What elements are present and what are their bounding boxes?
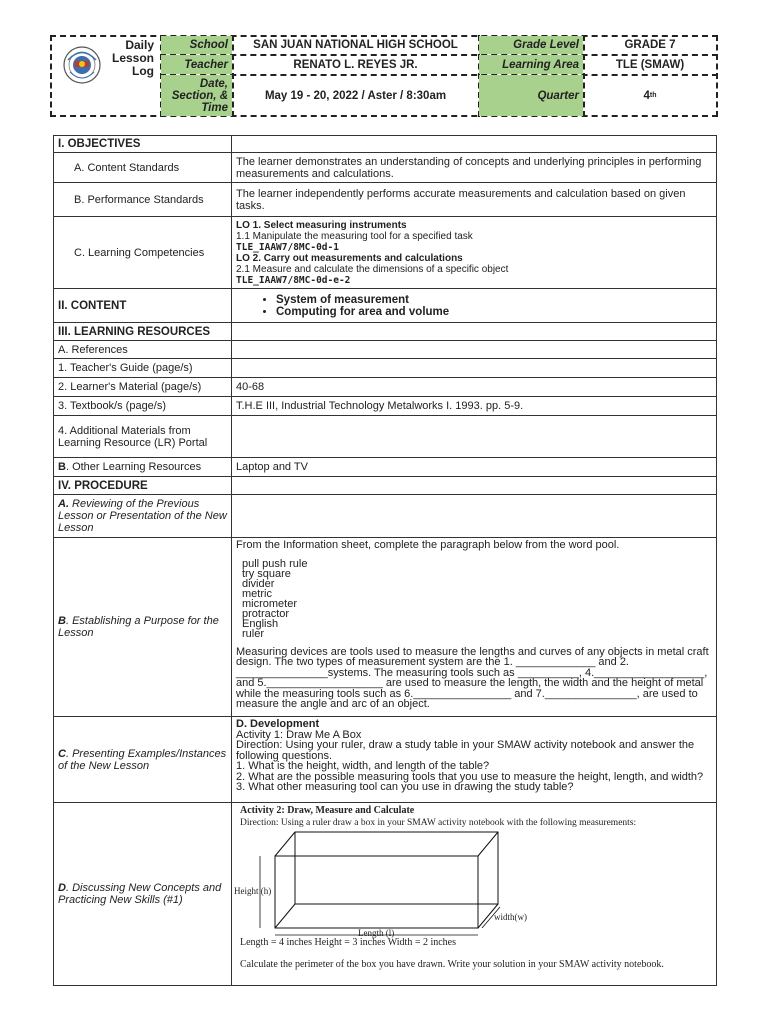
content-list xyxy=(236,294,712,318)
empty-cell xyxy=(232,136,717,153)
word-pool-item: ruler xyxy=(242,627,265,640)
quarter-number: 4 xyxy=(643,89,650,102)
procedure-d-text: . Discussing New Concepts and Practicing New Skills (#1) xyxy=(58,882,222,906)
procedure-b-label xyxy=(54,538,232,717)
date-label: Date, Section, & Time xyxy=(161,75,232,116)
textbook-value: T.H.E III, Industrial Technology Metalworks I. 1993. pp. 5-9. xyxy=(232,397,717,416)
lo1-code: TLE_IAAW7/8MC-0d-1 xyxy=(236,241,339,253)
width-label: width(w) xyxy=(494,912,527,922)
learning-resources-heading: III. LEARNING RESOURCES xyxy=(54,323,232,341)
activity-1-question: 1. What is the height, width, and length of the table? xyxy=(236,760,490,772)
grade-label: Grade Level xyxy=(479,36,583,54)
table-row xyxy=(54,397,717,416)
table-row xyxy=(54,538,717,717)
procedure-a-letter: A. xyxy=(58,498,69,510)
table-row xyxy=(54,717,717,803)
school-label: School xyxy=(161,36,232,54)
word-pool-item: divider xyxy=(242,577,275,590)
date-value: May 19 - 20, 2022 / Aster / 8:30am xyxy=(264,89,447,102)
procedure-c-text: . Presenting Examples/Instances of the New Lesson xyxy=(58,747,227,772)
procedure-b-content xyxy=(232,538,717,717)
content-standards-label: A. Content Standards xyxy=(54,153,232,183)
grade-value: GRADE 7 xyxy=(624,39,676,51)
empty-cell xyxy=(232,495,717,538)
procedure-c-label xyxy=(54,717,232,803)
procedure-c-letter: C xyxy=(58,747,66,760)
content-heading: II. CONTENT xyxy=(54,289,232,323)
performance-standards-value: The learner independently performs accurate measurements and calculation based on given tasks. xyxy=(232,183,717,217)
word-pool-item: English xyxy=(242,617,279,630)
activity-1-title: Activity 1: Draw Me A Box xyxy=(236,728,362,741)
table-row xyxy=(54,183,717,217)
development-title: D. Development xyxy=(236,718,320,730)
box-edge xyxy=(275,832,295,856)
word-pool-item: protractor xyxy=(242,607,290,620)
other-resources-value: Laptop and TV xyxy=(232,458,717,477)
quarter-value xyxy=(584,75,716,116)
quarter-suffix: th xyxy=(649,92,657,99)
height-label: Height (h) xyxy=(234,886,272,896)
learning-area-value: TLE (SMAW) xyxy=(615,58,685,71)
word-pool-item: micrometer xyxy=(242,597,298,610)
fill-in-paragraph: Measuring devices are tools used to measure the lengths and curves of any objects in metal craft design. The two types of measurement system are the 1. _____________ and 2. _______________systems. The measuring tools such as __________, 4.__________________, and 5.___________________ are used to measure the length, the width and the height of metal while the measuring tools such as 6.________________ and 7._______________, are used to measure the angle and arc of an object. xyxy=(236,645,709,710)
table-row xyxy=(54,359,717,378)
length-label: Length (l) xyxy=(358,928,395,938)
table-row xyxy=(54,289,717,323)
content-list-cell xyxy=(232,289,717,323)
table-row xyxy=(54,458,717,477)
activity-2-task: Calculate the perimeter of the box you have drawn. Write your solution in your SMAW activity notebook. xyxy=(240,959,664,970)
word-pool-instruction: From the Information sheet, complete the paragraph below from the word pool. xyxy=(236,539,620,551)
procedure-a-label xyxy=(54,495,232,538)
box-back-face xyxy=(295,832,498,904)
box-front-face xyxy=(275,856,478,928)
empty-cell xyxy=(232,359,717,378)
box-dimensions: Length = 4 inches Height = 3 inches Width = 2 inches xyxy=(240,937,457,948)
word-pool-item: metric xyxy=(242,587,272,600)
activity-2-direction: Direction: Using a ruler draw a box in your SMAW activity notebook with the following measurements: xyxy=(240,818,637,828)
other-resources-label xyxy=(54,458,232,477)
dll-title-line: Daily xyxy=(125,38,154,52)
table-row xyxy=(54,378,717,397)
references-label: A. References xyxy=(54,341,232,359)
learning-competencies-label: C. Learning Competencies xyxy=(54,217,232,289)
content-standards-value: The learner demonstrates an understanding of concepts and underlying principles in performing measurements and calculations. xyxy=(232,153,717,183)
textbook-label: 3. Textbook/s (page/s) xyxy=(54,397,232,416)
list-item: • System of measurement xyxy=(276,294,712,306)
activity-2-figure xyxy=(232,803,716,984)
procedure-b-letter: B xyxy=(58,615,66,627)
activity-2-title: Activity 2: Draw, Measure and Calculate xyxy=(240,805,415,816)
lo1-1-text: 1.1 Manipulate the measuring tool for a specified task xyxy=(236,230,473,242)
word-pool-item: try square xyxy=(242,567,291,580)
table-row xyxy=(54,341,717,359)
activity-1-question: 2. What are the possible measuring tools that you use to measure the height, length, and width? xyxy=(236,770,704,783)
empty-cell xyxy=(232,323,717,341)
empty-cell xyxy=(232,341,717,359)
lo1-text: LO 1. Select measuring instruments xyxy=(236,219,407,231)
box-edge xyxy=(478,832,498,856)
additional-materials-label: 4. Additional Materials from Learning Resource (LR) Portal xyxy=(54,416,232,458)
school-value: SAN JUAN NATIONAL HIGH SCHOOL xyxy=(253,39,458,51)
teacher-value: RENATO L. REYES JR. xyxy=(293,58,418,71)
table-row xyxy=(54,803,717,986)
lesson-log-table xyxy=(53,135,717,986)
objectives-heading: I. OBJECTIVES xyxy=(54,136,232,153)
table-row xyxy=(54,323,717,341)
word-pool xyxy=(242,559,712,639)
performance-standards-label: B. Performance Standards xyxy=(54,183,232,217)
procedure-a-text: Reviewing of the Previous Lesson or Presentation of the New Lesson xyxy=(58,498,227,534)
procedure-d-content xyxy=(232,803,717,986)
learning-area-label: Learning Area xyxy=(479,55,583,74)
table-row xyxy=(54,416,717,458)
dll-title-line: Log xyxy=(132,64,154,78)
learners-material-label: 2. Learner's Material (page/s) xyxy=(54,378,232,397)
dll-title xyxy=(108,39,154,78)
lo2-text: LO 2. Carry out measurements and calculations xyxy=(236,252,463,264)
other-resources-text: . Other Learning Resources xyxy=(65,461,202,473)
procedure-b-text: . Establishing a Purpose for the Lesson xyxy=(58,615,219,639)
procedure-heading: IV. PROCEDURE xyxy=(54,477,232,495)
quarter-label: Quarter xyxy=(479,75,583,116)
deped-seal-icon xyxy=(62,40,102,90)
box-diagram xyxy=(232,829,718,939)
box-edge xyxy=(275,904,295,928)
learning-competencies-value xyxy=(232,217,717,289)
table-row xyxy=(54,136,717,153)
activity-1-question: 3. What other measuring tool can you use in drawing the study table? xyxy=(236,781,574,793)
procedure-d-label xyxy=(54,803,232,986)
teachers-guide-label: 1. Teacher's Guide (page/s) xyxy=(54,359,232,378)
procedure-d-letter: D xyxy=(58,882,66,894)
teacher-label: Teacher xyxy=(161,55,232,74)
lo2-1-text: 2.1 Measure and calculate the dimensions of a specific object xyxy=(236,263,509,275)
table-row xyxy=(54,495,717,538)
activity-1-direction: Direction: Using your ruler, draw a study table in your SMAW activity notebook and answer the following questions. xyxy=(236,739,695,762)
lo2-code: TLE_IAAW7/8MC-0d-e-2 xyxy=(236,274,351,286)
box-outline xyxy=(275,832,498,928)
table-row xyxy=(54,477,717,495)
empty-cell xyxy=(232,477,717,495)
learners-material-value: 40-68 xyxy=(232,378,717,397)
word-pool-item: pull push rule xyxy=(242,557,308,570)
procedure-c-content xyxy=(232,717,717,803)
other-resources-letter: B xyxy=(58,461,66,473)
empty-cell xyxy=(232,416,717,458)
list-item: • Computing for area and volume xyxy=(276,306,712,318)
table-row xyxy=(54,217,717,289)
table-row xyxy=(54,153,717,183)
dll-title-line: Lesson xyxy=(111,51,154,65)
